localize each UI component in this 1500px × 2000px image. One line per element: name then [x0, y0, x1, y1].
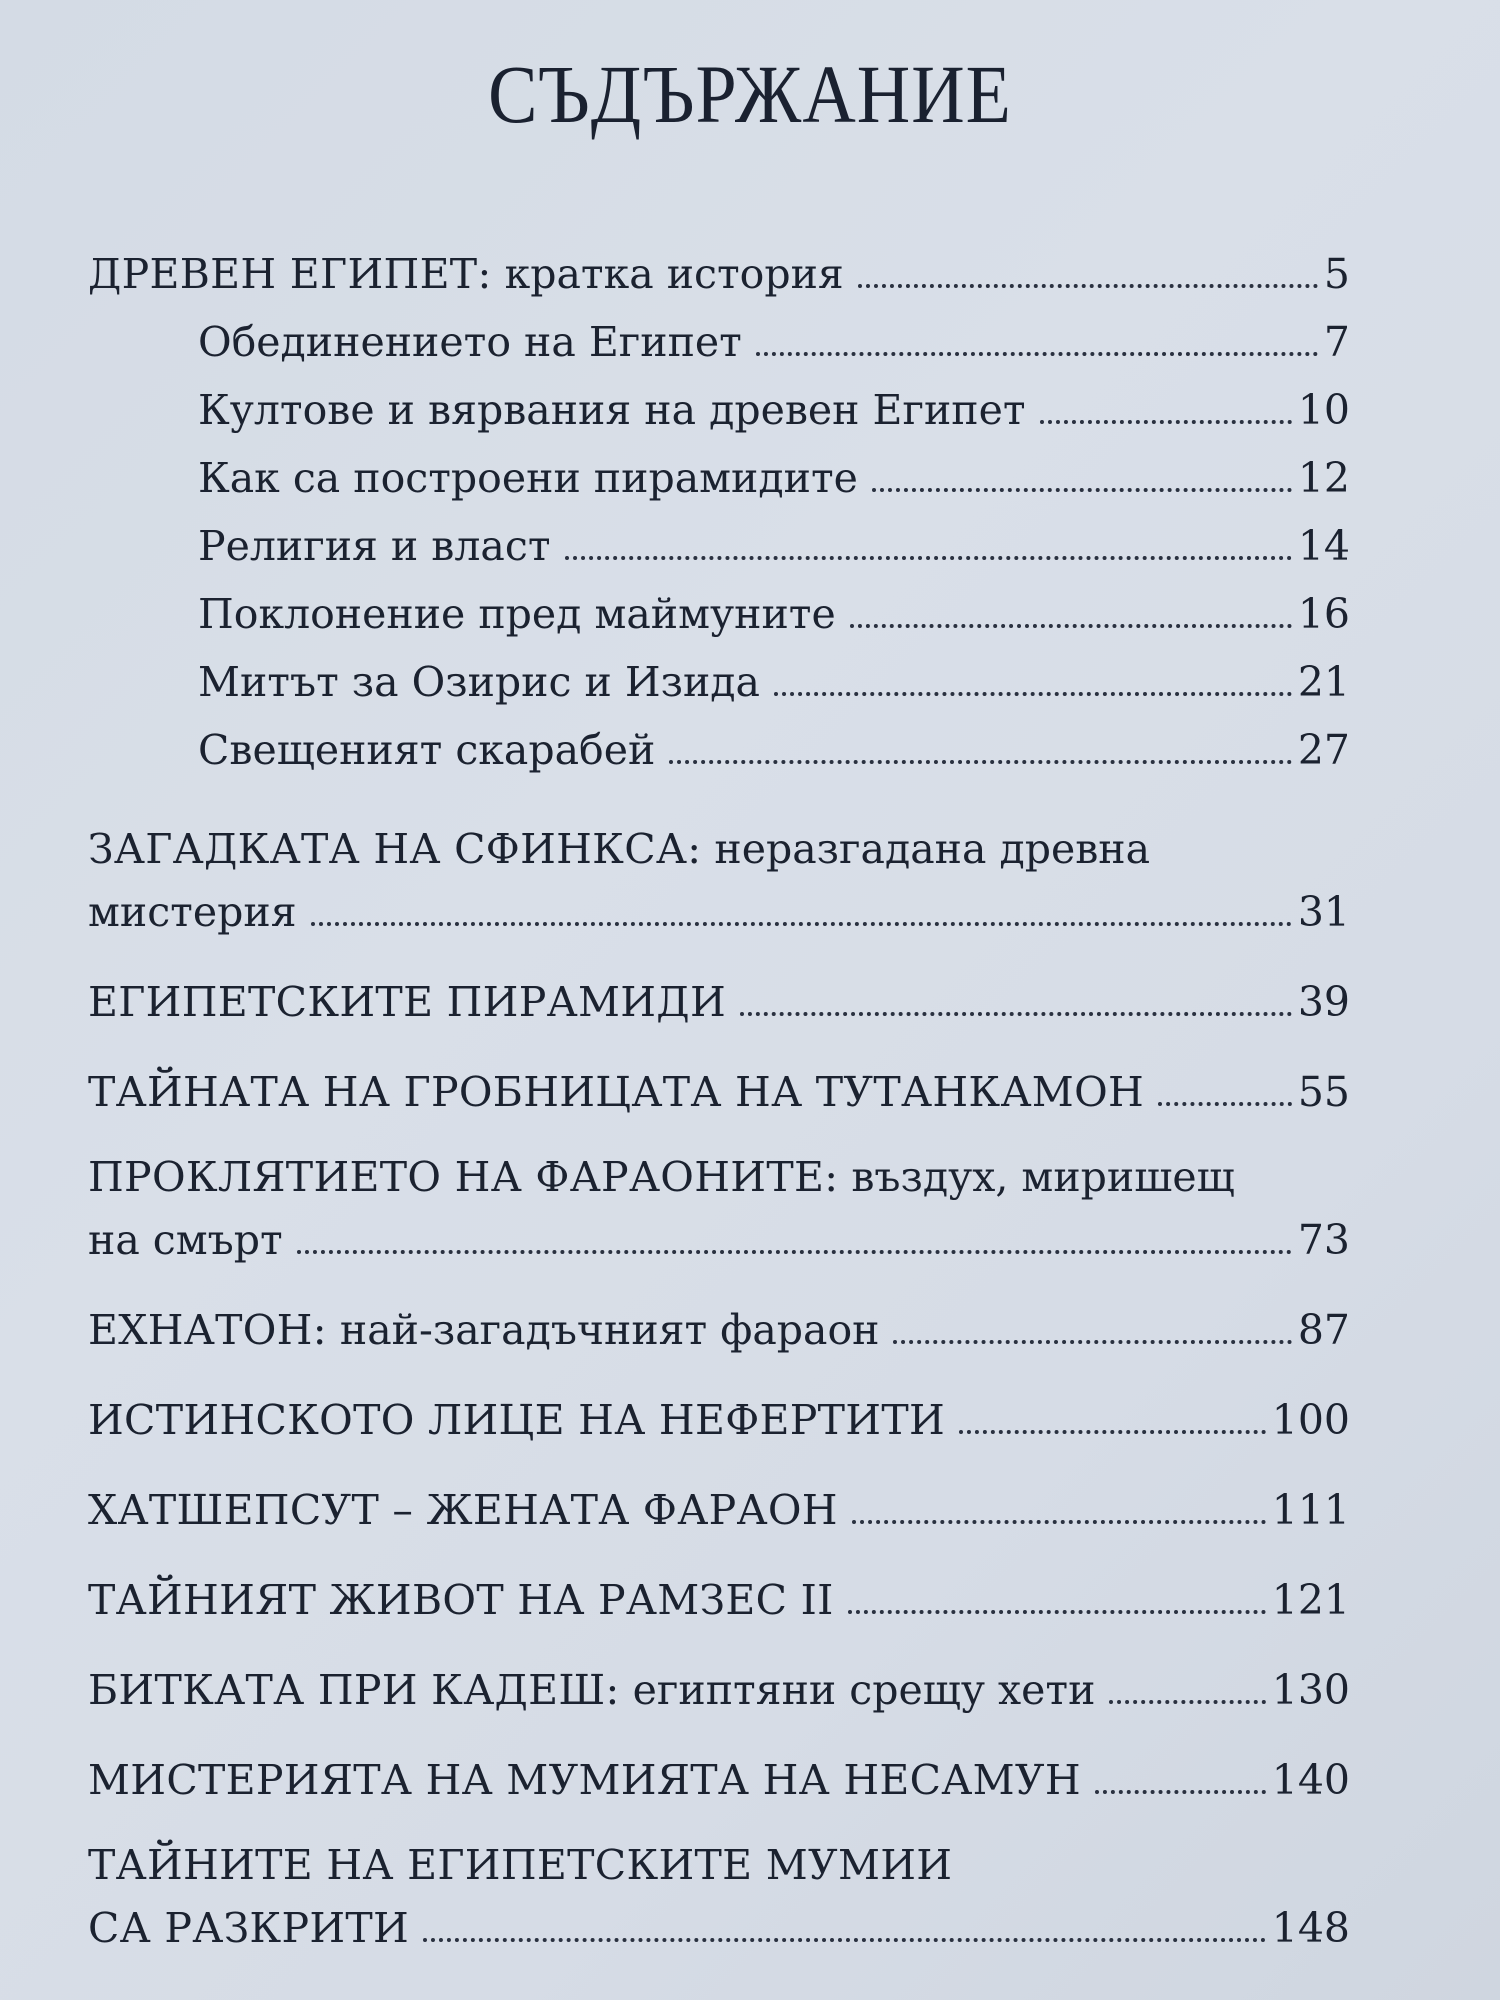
- toc-subentry-title: Религия и власт: [198, 522, 551, 570]
- toc-subentry: [88, 308, 1350, 376]
- toc-subentry-title: Свещеният скарабей: [198, 726, 656, 774]
- dot-leader: [1095, 1790, 1266, 1794]
- toc-entry-title: БИТКАТА ПРИ КАДЕШ: египтяни срещу хети: [88, 1666, 1096, 1714]
- toc-subentry-title: Митът за Озирис и Изида: [198, 658, 760, 706]
- toc-entry-nesamun: [88, 1746, 1350, 1814]
- toc-entry-sphinx: [88, 820, 1350, 946]
- page-number: 5: [1323, 250, 1350, 298]
- page-number: 16: [1297, 590, 1350, 638]
- toc-entry-hatshepsut: [88, 1476, 1350, 1544]
- page-number: 10: [1297, 386, 1350, 434]
- toc-subentry: [88, 512, 1350, 580]
- toc-entry-curse: [88, 1148, 1350, 1274]
- page-title: СЪДЪРЖАНИЕ: [488, 49, 1012, 141]
- toc-entry-title-line2: на смърт: [88, 1216, 283, 1264]
- toc-entry-title-line2: СА РАЗКРИТИ: [88, 1904, 410, 1952]
- toc-subentry: [88, 580, 1350, 648]
- dot-leader: [852, 1520, 1266, 1524]
- page-number: 12: [1297, 454, 1350, 502]
- toc-entry-kadesh: [88, 1656, 1350, 1724]
- toc-entry-title-line2: мистерия: [88, 888, 297, 936]
- toc-entry-title: ТАЙНАТА НА ГРОБНИЦАТА НА ТУТАНКАМОН: [88, 1068, 1145, 1116]
- page-number: 130: [1271, 1666, 1350, 1714]
- toc-entry-title: ИСТИНСКОТО ЛИЦЕ НА НЕФЕРТИТИ: [88, 1396, 946, 1444]
- toc-subentry-title: Как са построени пирамидите: [198, 454, 858, 502]
- toc-entry-title: ЕХНАТОН: най-загадъчният фараон: [88, 1306, 880, 1354]
- dot-leader: [848, 1610, 1266, 1614]
- dot-leader: [756, 352, 1318, 356]
- page-number: 55: [1297, 1068, 1350, 1116]
- toc-subentry-title: Поклонение пред маймуните: [198, 590, 836, 638]
- toc-entry-title-line1: ПРОКЛЯТИЕТО НА ФАРАОНИТЕ: въздух, миришещ: [88, 1153, 1235, 1201]
- dot-leader: [740, 1012, 1292, 1016]
- toc-entry-tutankhamun: [88, 1058, 1350, 1126]
- page-number: 73: [1297, 1216, 1350, 1264]
- toc-subentry-title: Култове и вярвания на древен Египет: [198, 386, 1026, 434]
- page-number: 21: [1297, 658, 1350, 706]
- toc-entry-ancient-egypt: [88, 240, 1350, 308]
- toc-entry-title: МИСТЕРИЯТА НА МУМИЯТА НА НЕСАМУН: [88, 1756, 1081, 1804]
- dot-leader: [872, 488, 1292, 492]
- toc-subentry: [88, 716, 1350, 784]
- dot-leader: [850, 624, 1292, 628]
- toc-entry-pyramids: [88, 968, 1350, 1036]
- page-number: 148: [1271, 1904, 1350, 1952]
- dot-leader: [1158, 1102, 1292, 1106]
- dot-leader: [423, 1938, 1266, 1942]
- toc-entry-akhenaten: [88, 1296, 1350, 1364]
- dot-leader: [959, 1430, 1266, 1434]
- dot-leader: [774, 692, 1292, 696]
- dot-leader: [893, 1340, 1291, 1344]
- page-number: 87: [1297, 1306, 1350, 1354]
- page-number: 27: [1297, 726, 1350, 774]
- toc-entry-title-line1: ЗАГАДКАТА НА СФИНКСА: неразгадана древна: [88, 825, 1151, 873]
- toc-subentry-title: Обединението на Египет: [198, 318, 742, 366]
- dot-leader: [858, 284, 1318, 288]
- page-number: 14: [1297, 522, 1350, 570]
- toc-entry-title-line1: ТАЙНИТЕ НА ЕГИПЕТСКИТЕ МУМИИ: [88, 1841, 953, 1889]
- dot-leader: [297, 1250, 1292, 1254]
- toc-subentry: [88, 648, 1350, 716]
- page-number: 39: [1297, 978, 1350, 1026]
- toc-entry-ramesses: [88, 1566, 1350, 1634]
- dot-leader: [565, 556, 1292, 560]
- page-number: 7: [1323, 318, 1350, 366]
- dot-leader: [1109, 1700, 1265, 1704]
- toc-entry-title: ХАТШЕПСУТ – ЖЕНАТА ФАРАОН: [88, 1486, 838, 1534]
- page-number: 111: [1271, 1486, 1350, 1534]
- toc-subentries: [88, 308, 1350, 784]
- dot-leader: [311, 922, 1292, 926]
- page-number: 140: [1271, 1756, 1350, 1804]
- page-number: 31: [1297, 888, 1350, 936]
- table-of-contents: [88, 240, 1350, 1962]
- dot-leader: [669, 760, 1292, 764]
- toc-subentry: [88, 444, 1350, 512]
- toc-entry-title: ЕГИПЕТСКИТЕ ПИРАМИДИ: [88, 978, 726, 1026]
- page-number: 121: [1271, 1576, 1350, 1624]
- dot-leader: [1040, 420, 1292, 424]
- toc-entry-mummies: [88, 1836, 1350, 1962]
- toc-entry-title: ДРЕВЕН ЕГИПЕТ: кратка история: [88, 250, 844, 298]
- toc-entry-nefertiti: [88, 1386, 1350, 1454]
- toc-subentry: [88, 376, 1350, 444]
- page-number: 100: [1271, 1396, 1350, 1444]
- toc-entry-title: ТАЙНИЯТ ЖИВОТ НА РАМЗЕС II: [88, 1576, 834, 1624]
